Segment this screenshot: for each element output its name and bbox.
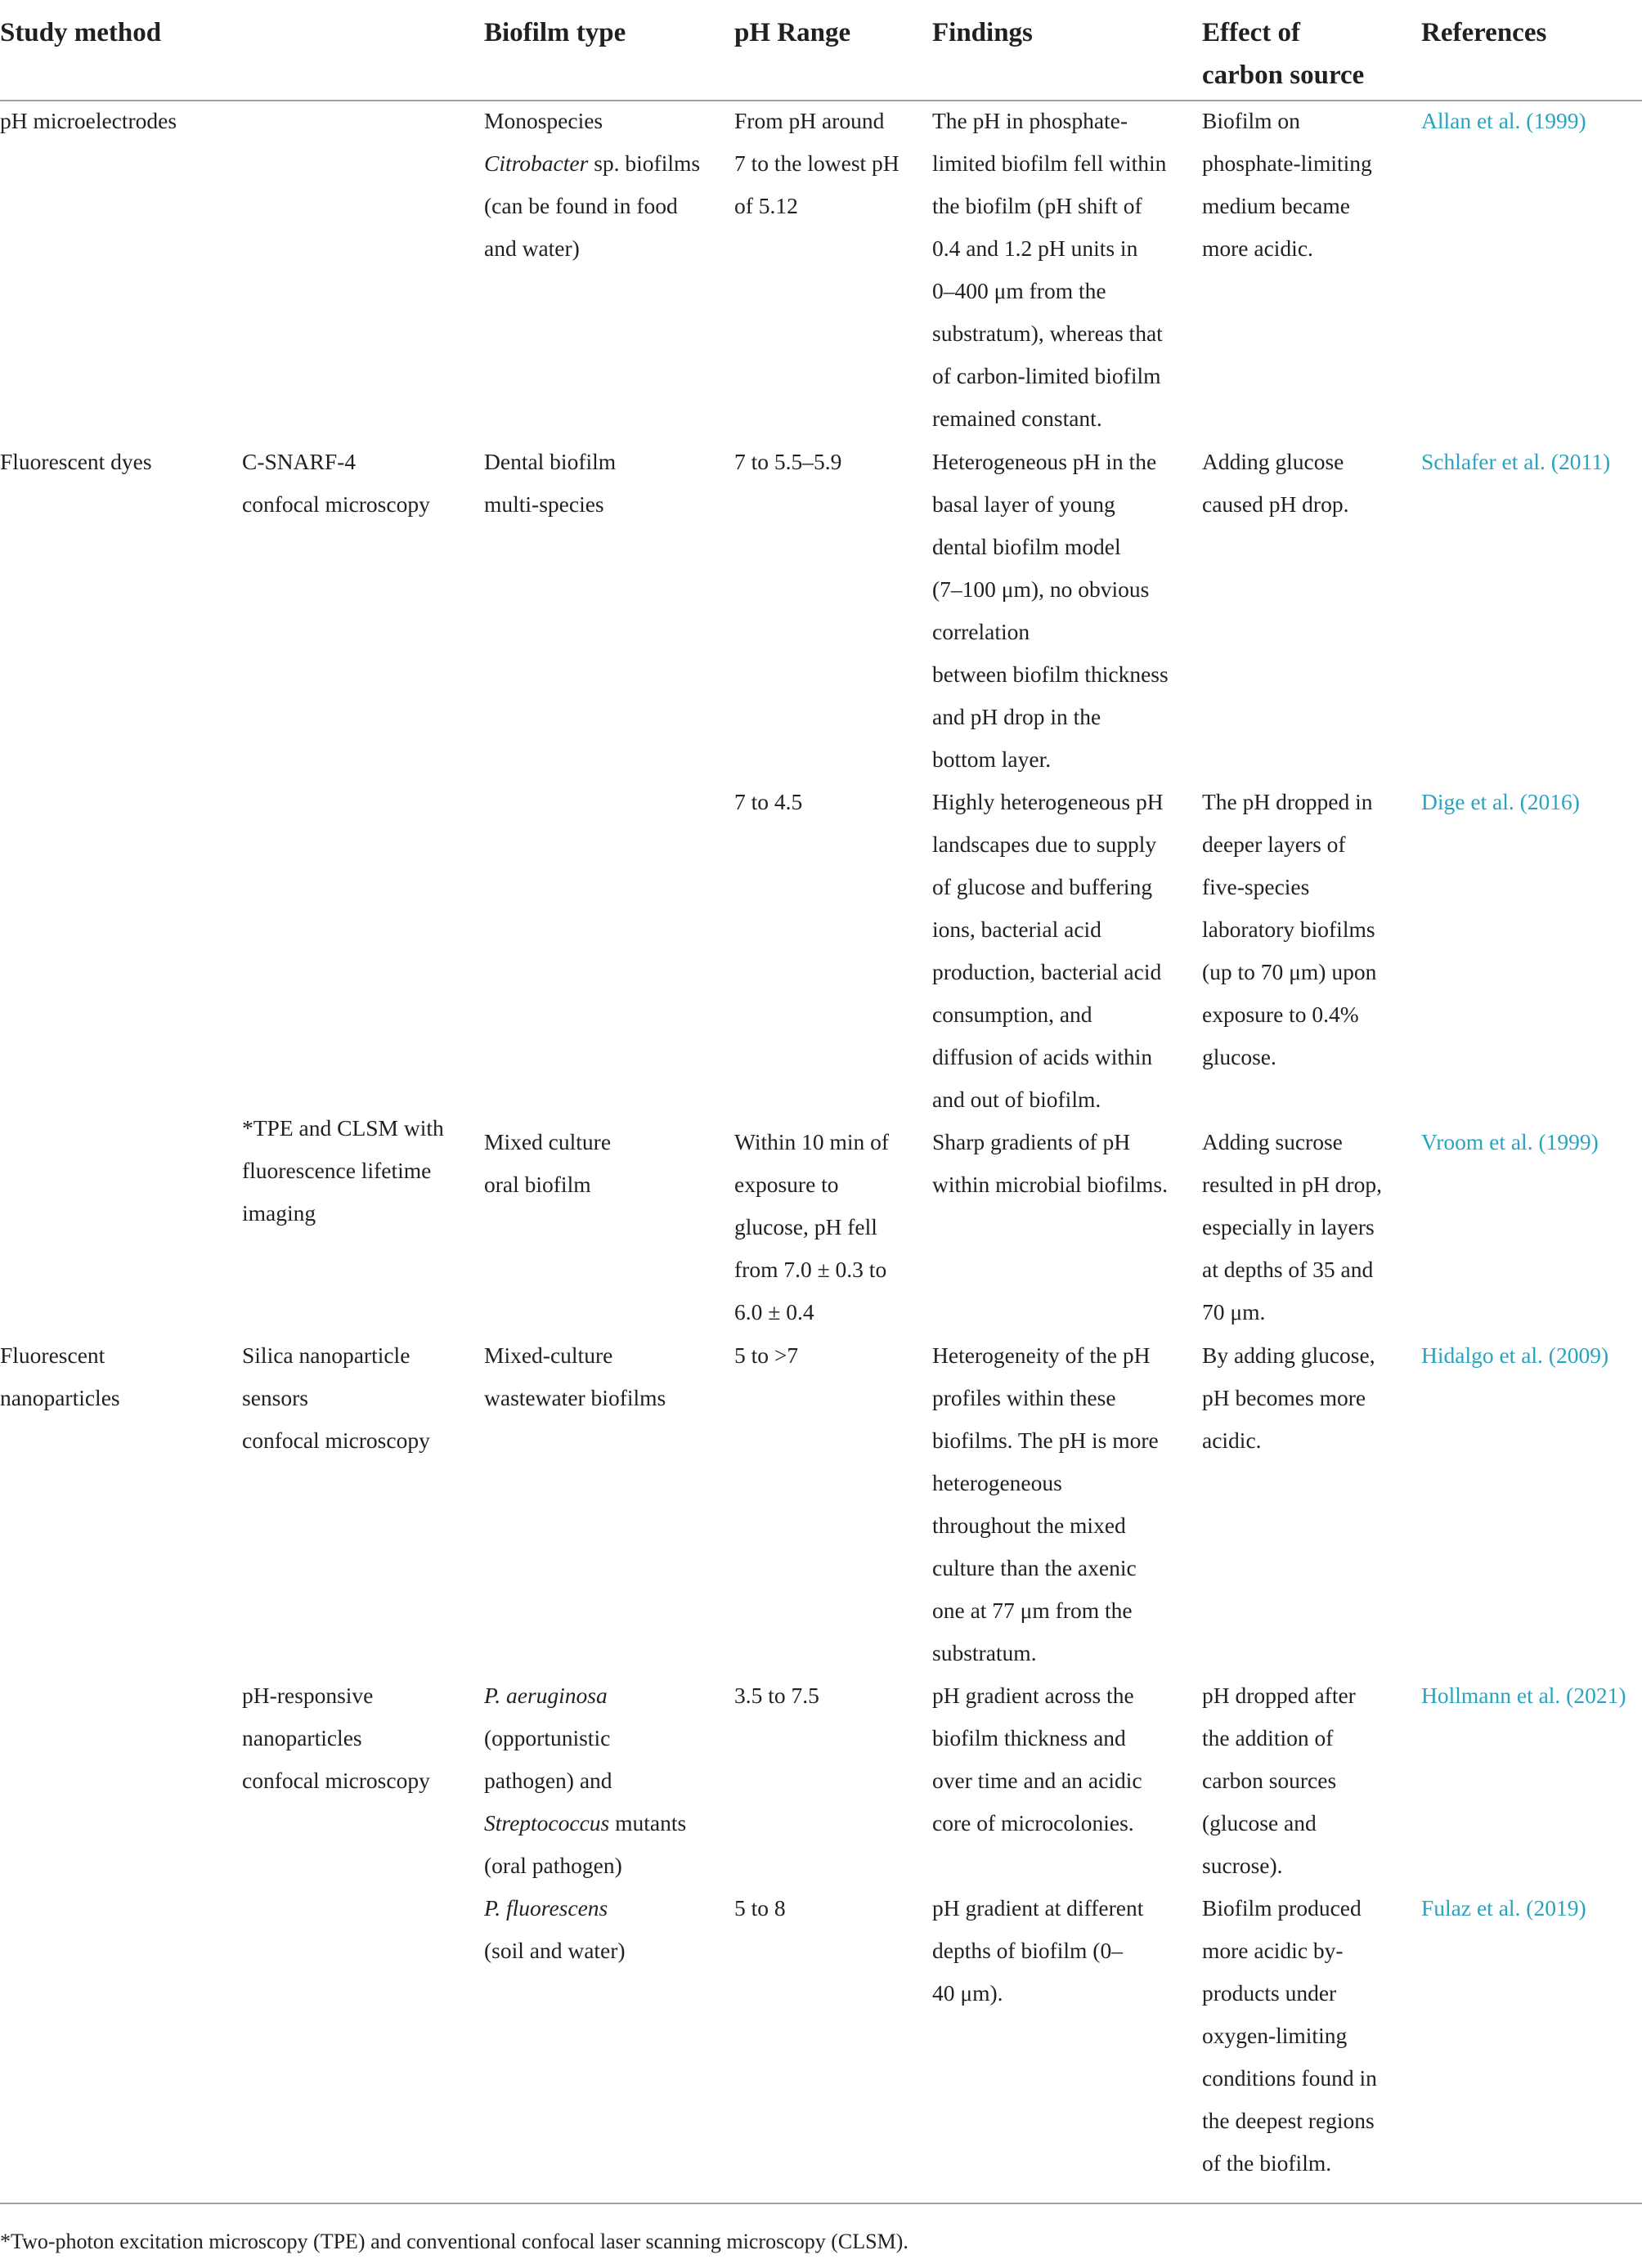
findings-line: substratum), whereas that: [932, 320, 1163, 346]
biofilm-line: Mixed culture: [484, 1129, 612, 1154]
biofilm-line: and water): [484, 235, 580, 261]
findings-line: (7–100 μm), no obvious: [932, 576, 1150, 602]
findings-line: depths of biofilm (0–: [932, 1938, 1123, 1963]
row3-biofilm-type: [484, 1121, 611, 1206]
findings-line: Highly heterogeneous pH: [932, 789, 1164, 814]
effect-line: the deepest regions: [1202, 2108, 1375, 2133]
effect-line: sucrose).: [1202, 1853, 1283, 1878]
findings-line: remained constant.: [932, 406, 1102, 431]
row6-effect: [1202, 1887, 1377, 2185]
findings-line: bottom layer.: [932, 746, 1052, 772]
findings-line: Heterogeneity of the pH: [932, 1342, 1151, 1368]
header-ph-range: pH Range: [734, 18, 851, 47]
row1-findings: [932, 441, 1169, 781]
biofilm-species: Streptococcus: [484, 1810, 610, 1835]
effect-line: caused pH drop.: [1202, 491, 1349, 517]
row4-sub-method: [242, 1334, 430, 1462]
biofilm-line: oral biofilm: [484, 1172, 591, 1197]
effect-line: at depths of 35 and: [1202, 1257, 1374, 1282]
effect-line: Biofilm on: [1202, 108, 1300, 133]
biofilm-line: (opportunistic: [484, 1725, 611, 1750]
findings-line: of glucose and buffering: [932, 874, 1153, 899]
ph-line: of 5.12: [734, 193, 798, 218]
row5-sub-method: [242, 1674, 430, 1802]
header-biofilm-type: Biofilm type: [484, 18, 626, 47]
row1-sub-method: [242, 441, 430, 526]
biofilm-line: Mixed-culture: [484, 1342, 613, 1368]
findings-line: dental biofilm model: [932, 534, 1121, 559]
effect-line: more acidic.: [1202, 235, 1313, 261]
table-footnote: *Two-photon excitation microscopy (TPE) and conventional confocal laser scanning microscopy (CLSM).: [0, 2230, 908, 2253]
header-effect-of-carbon-source: [1202, 11, 1364, 96]
effect-line: medium became: [1202, 193, 1350, 218]
effect-line: carbon sources: [1202, 1768, 1337, 1793]
findings-line: between biofilm thickness: [932, 661, 1169, 687]
effect-line: The pH dropped in: [1202, 789, 1373, 814]
row4-reference-link[interactable]: Hidalgo et al. (2009): [1421, 1342, 1609, 1368]
effect-line: (glucose and: [1202, 1810, 1317, 1835]
findings-line: limited biofilm fell within: [932, 150, 1167, 176]
effect-line: 70 μm.: [1202, 1299, 1266, 1324]
row1-biofilm-type: [484, 441, 616, 526]
findings-line: biofilm thickness and: [932, 1725, 1126, 1750]
findings-line: production, bacterial acid: [932, 959, 1162, 984]
header-study-method: Study method: [0, 18, 162, 47]
sub-method-line: confocal microscopy: [242, 1768, 430, 1793]
row2-reference-link[interactable]: Dige et al. (2016): [1421, 789, 1580, 814]
row4-ph-range: 5 to >7: [734, 1342, 799, 1368]
ph-line: exposure to: [734, 1172, 839, 1197]
findings-line: and pH drop in the: [932, 704, 1101, 729]
effect-line: pH dropped after: [1202, 1683, 1356, 1708]
effect-line: resulted in pH drop,: [1202, 1172, 1382, 1197]
biofilm-line: pathogen) and: [484, 1768, 612, 1793]
row2-effect: [1202, 781, 1376, 1078]
row3-findings: [932, 1121, 1168, 1206]
row3-reference-link[interactable]: Vroom et al. (1999): [1421, 1129, 1599, 1154]
effect-line: (up to 70 μm) upon: [1202, 959, 1377, 984]
findings-line: within microbial biofilms.: [932, 1172, 1168, 1197]
row0-effect: [1202, 100, 1372, 270]
row0-reference-link[interactable]: Allan et al. (1999): [1421, 108, 1586, 133]
effect-line: glucose.: [1202, 1044, 1276, 1069]
sub-method-line: fluorescence lifetime: [242, 1158, 432, 1183]
row6-findings: [932, 1887, 1143, 2015]
row0-findings: [932, 100, 1166, 440]
findings-line: core of microcolonies.: [932, 1810, 1134, 1835]
effect-line: the addition of: [1202, 1725, 1334, 1750]
findings-line: one at 77 μm from the: [932, 1598, 1133, 1623]
findings-line: pH gradient at different: [932, 1895, 1144, 1921]
biofilm-line: (soil and water): [484, 1938, 626, 1963]
effect-line: Adding glucose: [1202, 449, 1344, 474]
effect-line: laboratory biofilms: [1202, 917, 1375, 942]
ph-line: 6.0 ± 0.4: [734, 1299, 814, 1324]
findings-line: biofilms. The pH is more: [932, 1428, 1159, 1453]
biofilm-line: [484, 1674, 686, 1717]
row3-effect: [1202, 1121, 1382, 1333]
effect-line: deeper layers of: [1202, 831, 1346, 857]
findings-line: consumption, and: [932, 1002, 1092, 1027]
row5-ph-range: 3.5 to 7.5: [734, 1683, 819, 1708]
row4-biofilm-type: [484, 1334, 666, 1419]
findings-line: throughout the mixed: [932, 1513, 1126, 1538]
ph-line: From pH around: [734, 108, 885, 133]
row1-reference-link[interactable]: Schlafer et al. (2011): [1421, 449, 1611, 474]
biofilm-line: [484, 1802, 686, 1844]
biofilm-line: multi-species: [484, 491, 604, 517]
sub-method-line: confocal microscopy: [242, 491, 430, 517]
biofilm-species: P. aeruginosa: [484, 1683, 608, 1708]
findings-line: Sharp gradients of pH: [932, 1129, 1131, 1154]
row0-ph-range: [734, 100, 900, 227]
biofilm-line: (can be found in food: [484, 193, 678, 218]
row1-study-method: Fluorescent dyes: [0, 449, 152, 474]
findings-line: pH gradient across the: [932, 1683, 1134, 1708]
findings-line: profiles within these: [932, 1385, 1116, 1410]
sub-method-line: sensors: [242, 1385, 308, 1410]
biofilm-line: wastewater biofilms: [484, 1385, 666, 1410]
sub-method-line: pH-responsive: [242, 1683, 374, 1708]
biofilm-line: [484, 1887, 626, 1930]
row4-study-method: [0, 1334, 120, 1419]
findings-line: correlation: [932, 619, 1030, 644]
ph-line: from 7.0 ± 0.3 to: [734, 1257, 887, 1282]
findings-line: culture than the axenic: [932, 1555, 1137, 1580]
findings-line: 40 μm).: [932, 1980, 1003, 2006]
effect-line: more acidic by-: [1202, 1938, 1344, 1963]
row6-reference-link[interactable]: Fulaz et al. (2019): [1421, 1895, 1586, 1921]
row5-biofilm-type: [484, 1674, 686, 1887]
effect-line: acidic.: [1202, 1428, 1262, 1453]
effect-line: especially in layers: [1202, 1214, 1375, 1239]
ph-line: Within 10 min of: [734, 1129, 890, 1154]
row2-findings: [932, 781, 1164, 1121]
sub-method-line: *TPE and CLSM with: [242, 1115, 444, 1141]
effect-line: five-species: [1202, 874, 1310, 899]
header-findings: Findings: [932, 18, 1033, 47]
effect-line: pH becomes more: [1202, 1385, 1366, 1410]
row1-ph-range: 7 to 5.5–5.9: [734, 449, 842, 474]
findings-line: and out of biofilm.: [932, 1087, 1101, 1112]
biofilm-line: Dental biofilm: [484, 449, 617, 474]
findings-line: diffusion of acids within: [932, 1044, 1153, 1069]
row6-ph-range: 5 to 8: [734, 1895, 786, 1921]
row3-ph-range: [734, 1121, 889, 1333]
sub-method-line: Silica nanoparticle: [242, 1342, 410, 1368]
row2-ph-range: 7 to 4.5: [734, 789, 803, 814]
biofilm-line: [484, 142, 700, 185]
biofilm-text: sp. biofilms: [588, 150, 701, 176]
effect-line: of the biofilm.: [1202, 2150, 1332, 2176]
header-effect-line1: Effect of: [1202, 18, 1301, 47]
biofilm-text: mutants: [609, 1810, 687, 1835]
biofilm-species: Citrobacter: [484, 150, 589, 176]
study-method-line: Fluorescent: [0, 1342, 105, 1368]
findings-line: landscapes due to supply: [932, 831, 1157, 857]
findings-line: over time and an acidic: [932, 1768, 1142, 1793]
sub-method-line: nanoparticles: [242, 1725, 362, 1750]
effect-line: Adding sucrose: [1202, 1129, 1343, 1154]
effect-line: products under: [1202, 1980, 1337, 2006]
findings-line: heterogeneous: [932, 1470, 1062, 1495]
sub-method-line: confocal microscopy: [242, 1428, 430, 1453]
effect-line: exposure to 0.4%: [1202, 1002, 1359, 1027]
effect-line: conditions found in: [1202, 2065, 1377, 2091]
study-method-line: nanoparticles: [0, 1385, 120, 1410]
row6-biofilm-type: [484, 1887, 626, 1972]
sub-method-line: imaging: [242, 1200, 316, 1226]
findings-line: basal layer of young: [932, 491, 1115, 517]
row4-effect: [1202, 1334, 1375, 1462]
biofilm-species: P. fluorescens: [484, 1895, 608, 1921]
findings-line: Heterogeneous pH in the: [932, 449, 1157, 474]
row5-findings: [932, 1674, 1142, 1844]
sub-method-line: C-SNARF-4: [242, 449, 357, 474]
findings-line: the biofilm (pH shift of: [932, 193, 1142, 218]
row0-study-method: pH microelectrodes: [0, 108, 177, 133]
biofilm-line: (oral pathogen): [484, 1853, 622, 1878]
row0-biofilm-type: [484, 100, 700, 270]
findings-line: 0.4 and 1.2 pH units in: [932, 235, 1138, 261]
row3-sub-method: [242, 1107, 444, 1235]
row5-reference-link[interactable]: Hollmann et al. (2021): [1421, 1683, 1626, 1708]
effect-line: By adding glucose,: [1202, 1342, 1375, 1368]
effect-line: phosphate-limiting: [1202, 150, 1372, 176]
ph-line: 7 to the lowest pH: [734, 150, 900, 176]
effect-line: oxygen-limiting: [1202, 2023, 1348, 2048]
findings-line: 0–400 μm from the: [932, 278, 1106, 303]
findings-line: ions, bacterial acid: [932, 917, 1101, 942]
ph-line: glucose, pH fell: [734, 1214, 877, 1239]
findings-line: The pH in phosphate-: [932, 108, 1128, 133]
findings-line: of carbon-limited biofilm: [932, 363, 1161, 388]
table-bottom-rule: [0, 2203, 1642, 2204]
biofilm-line: Monospecies: [484, 108, 603, 133]
header-references: References: [1421, 18, 1547, 47]
header-effect-line2: carbon source: [1202, 61, 1365, 90]
row4-findings: [932, 1334, 1159, 1674]
findings-line: substratum.: [932, 1640, 1037, 1665]
effect-line: Biofilm produced: [1202, 1895, 1362, 1921]
row5-effect: [1202, 1674, 1356, 1887]
row1-effect: [1202, 441, 1348, 526]
